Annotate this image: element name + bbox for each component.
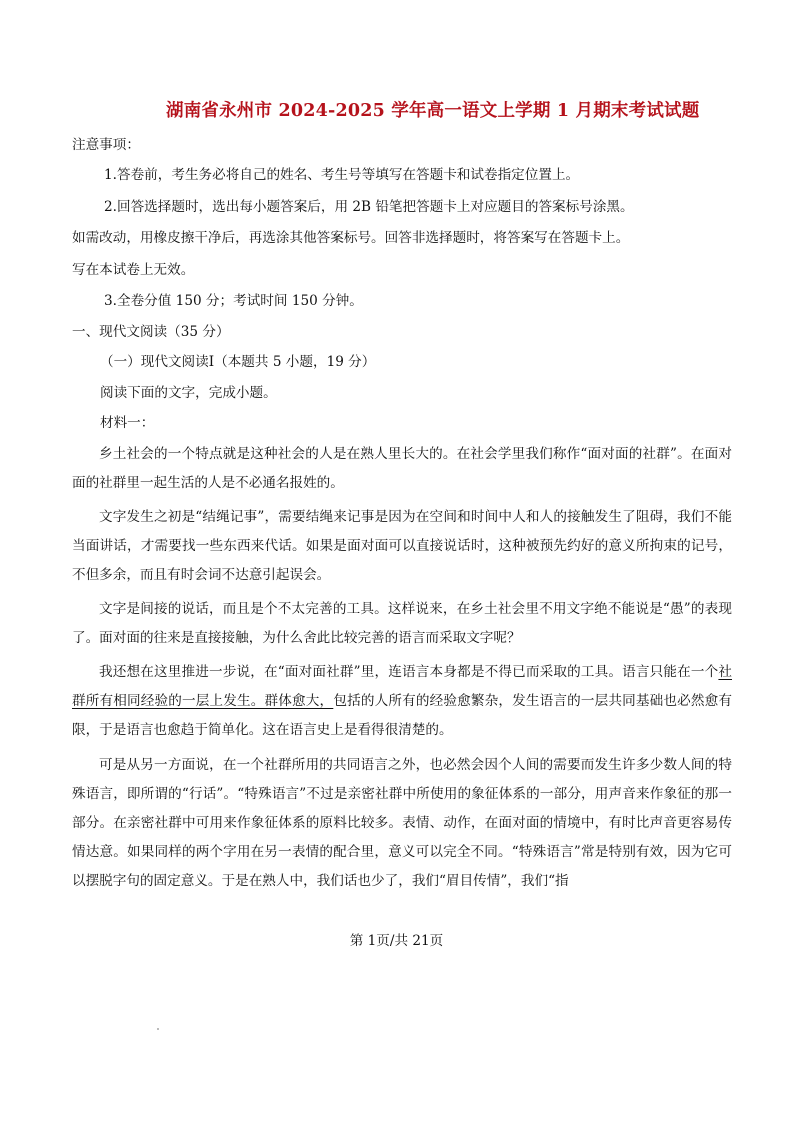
paragraph-4-text-a: 我还想在这里推进一步说，在“面对面社群”里，连语言本身都是不得已而采取的工具。语言只能在一个 xyxy=(99,664,719,680)
reading-instruction: 阅读下面的文字，完成小题。 xyxy=(100,385,277,401)
material-label: 材料一： xyxy=(100,415,155,431)
notice-item-3: 3.全卷分值 150 分；考试时间 150 分钟。 xyxy=(104,293,363,309)
paragraph-2: 文字发生之初是“结绳记事”，需要结绳来记事是因为在空间和时间中人和人的接触发生了阻碍，我们不能当面讲话，才需要找一些东西来代话。如果是面对面可以直接说话时，这种被预先约好的意义所拘束的记号，不但多余，而且有时会词不达意引起误会。 xyxy=(72,509,732,583)
paragraph-1: 乡土社会的一个特点就是这种社会的人是在熟人里长大的。在社会学里我们称作“面对面的社群”。在面对面的社群里一起生活的人是不必通名报姓的。 xyxy=(72,446,732,491)
page-footer: 第 1页/共 21页 xyxy=(349,933,444,949)
notice-item-2-continued: 如需改动，用橡皮擦干净后，再选涂其他答案标号。回答非选择题时，将答案写在答题卡上。 xyxy=(72,230,630,246)
paragraph-3: 文字是间接的说话，而且是个不太完善的工具。这样说来，在乡土社会里不用文字绝不能说是“愚”的表现了。面对面的往来是直接接触，为什么舍此比较完善的语言而采取文字呢？ xyxy=(72,601,732,646)
notice-item-2-continued-2: 写在本试卷上无效。 xyxy=(72,262,195,278)
paragraph-4 xyxy=(72,658,732,745)
paragraph-4-text-b: 包括的人所有的经验愈繁杂，发生语言的一层共同基础也必然愈有限，于是语言也愈趋于简单化。这在语言史上是看得很清楚的。 xyxy=(72,693,732,738)
notice-item-2: 2.回答选择题时，选出每小题答案后，用 2B 铅笔把答题卡上对应题目的答案标号涂黑。 xyxy=(104,199,634,215)
subsection-heading: （一）现代文阅读Ⅰ（本题共 5 小题，19 分） xyxy=(100,354,376,370)
paragraph-5: 可是从另一方面说，在一个社群所用的共同语言之外，也必然会因个人间的需要而发生许多少数人间的特殊语言，即所谓的“行话”。“特殊语言”不过是亲密社群中所使用的象征体系的一部分，用声音来作象征的那一部分。在亲密社群中可用来作象征体系的原料比较多。表情、动作，在面对面的情境中，有时比声音更容易传情达意。如果同样的两个字用在另一表情的配合里，意义可以完全不同。“特殊语言”常是特别有效，因为它可以摆脱字句的固定意义。于是在熟人中，我们话也少了，我们“眉目传情”，我们“指 xyxy=(72,757,732,889)
scan-dot xyxy=(157,1028,159,1030)
section-heading: 一、现代文阅读（35 分） xyxy=(72,324,230,340)
notice-item-1: 1.答卷前，考生务必将自己的姓名、考生号等填写在答题卡和试卷指定位置上。 xyxy=(104,167,580,183)
document-title: 湖南省永州市 2024-2025 学年高一语文上学期 1 月期末考试试题 xyxy=(166,101,700,121)
notice-heading: 注意事项： xyxy=(72,137,140,153)
paragraph-4-underlined: 社群所有相同经验的一层上发生。群体愈大， xyxy=(72,664,732,709)
